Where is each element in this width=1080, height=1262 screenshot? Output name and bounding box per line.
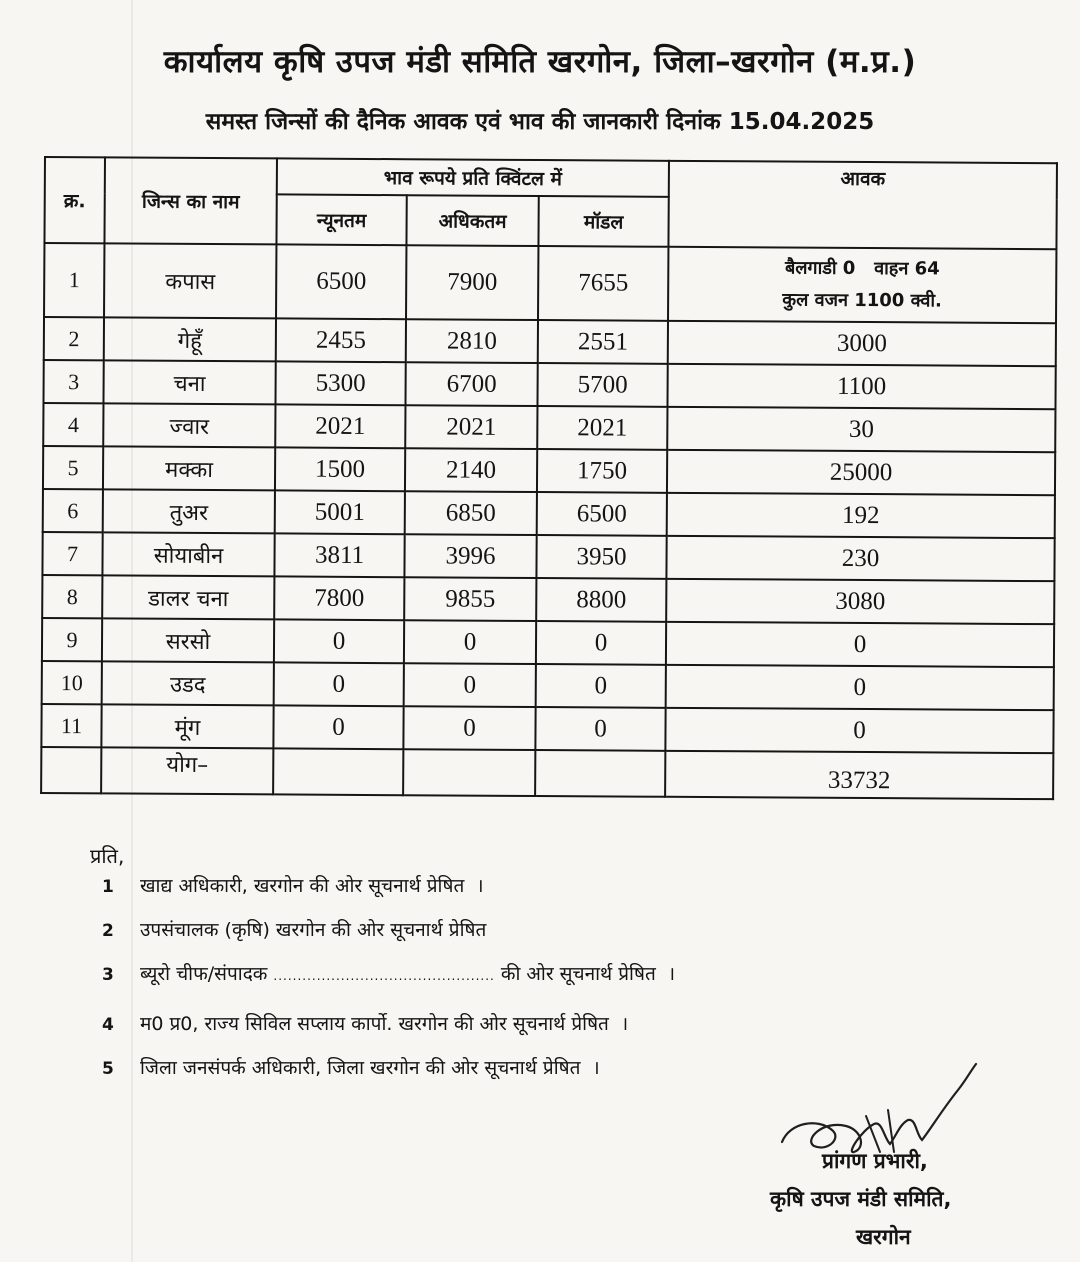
row-commodity: सरसो: [102, 618, 274, 662]
table-row: [42, 575, 1054, 624]
row-arrival: [668, 247, 1056, 323]
signatory-organization: कृषि उपज मंडी समिति,: [770, 1187, 952, 1211]
row-max-price: 6850: [405, 491, 537, 535]
list-item: [102, 960, 675, 1010]
row-commodity: सोयाबीन: [102, 532, 274, 576]
row-modal-price: 1750: [537, 449, 667, 493]
total-min-cell: [273, 748, 403, 795]
row-min-price: 2021: [275, 404, 405, 448]
row-sno: 4: [43, 403, 103, 446]
header-max-price: अधिकतम: [406, 195, 538, 246]
row-min-price: 3811: [274, 533, 404, 577]
table-row: [43, 403, 1055, 452]
row-arrival: 192: [667, 493, 1055, 538]
row-min-price: 5300: [275, 361, 405, 405]
row-min-price: 0: [273, 705, 403, 749]
row-max-price: 0: [403, 706, 535, 750]
table-row: [43, 489, 1055, 538]
recipient-text-suffix: की ओर सूचनार्थ प्रेषित ।: [500, 963, 676, 985]
row-max-price: 9855: [404, 577, 536, 621]
row-min-price: 1500: [275, 447, 405, 491]
row-commodity: ज्वार: [103, 403, 275, 447]
table-row: [42, 618, 1054, 667]
row-max-price: 7900: [406, 245, 538, 320]
row-arrival: 230: [666, 536, 1054, 581]
row-sno: 9: [42, 618, 102, 661]
total-arrival: 33732: [665, 751, 1053, 799]
row-modal-price: 0: [536, 621, 666, 665]
row-commodity: मूंग: [101, 704, 273, 748]
row-min-price: 7800: [274, 576, 404, 620]
row-arrival: 1100: [667, 364, 1055, 409]
recipient-number: 3: [102, 965, 114, 985]
recipient-text: ब्यूरो चीफ/संपादक: [140, 963, 268, 985]
table-row: [44, 243, 1056, 323]
row-arrival: 3000: [668, 321, 1056, 366]
row-max-price: 6700: [405, 362, 537, 406]
row-sno: 5: [43, 446, 103, 489]
table-row: [43, 360, 1055, 409]
signatory-designation: प्रांगण प्रभारी,: [822, 1149, 928, 1173]
row-max-price: 3996: [404, 534, 536, 578]
signatory-block: [770, 1142, 951, 1256]
row-modal-price: 2551: [538, 320, 668, 364]
list-item: [102, 1010, 675, 1054]
row-commodity: तुअर: [103, 489, 275, 533]
row-min-price: 2455: [276, 318, 406, 362]
row-min-price: 5001: [275, 490, 405, 534]
row-max-price: 2140: [405, 448, 537, 492]
recipient-text: म0 प्र0, राज्य सिविल सप्लाय कार्पो. खरगोन की ओर सूचनार्थ प्रेषित ।: [140, 1013, 629, 1035]
row-commodity: डालर चना: [102, 575, 274, 619]
row-arrival: 25000: [667, 450, 1055, 495]
row-arrival: 0: [666, 665, 1054, 710]
table-row: [42, 661, 1054, 710]
row-modal-price: 6500: [537, 492, 667, 536]
row-modal-price: 0: [535, 707, 665, 751]
office-title: कार्यालय कृषि उपज मंडी समिति खरगोन, जिला–खरगोन (म.प्र.): [163, 44, 917, 80]
table-row: [44, 317, 1056, 366]
row-arrival: 0: [665, 708, 1053, 753]
row-max-price: 0: [404, 620, 536, 664]
copy-to-label: प्रति,: [90, 844, 125, 868]
row-commodity: चना: [103, 360, 275, 404]
recipient-list: [102, 872, 675, 1098]
row-arrival: 3080: [666, 579, 1054, 624]
recipient-text: जिला जनसंपर्क अधिकारी, जिला खरगोन की ओर सूचनार्थ प्रेषित ।: [140, 1057, 600, 1079]
row-min-price: 6500: [276, 244, 406, 319]
table-row: [43, 446, 1055, 495]
signatory-place: खरगोन: [856, 1225, 911, 1249]
header-arrival: आवक: [668, 161, 1057, 249]
total-label: योग–: [101, 747, 273, 794]
recipient-number: 5: [102, 1059, 114, 1079]
row-sno: 10: [42, 661, 102, 704]
row-modal-price: 8800: [536, 578, 666, 622]
list-item: [102, 916, 675, 960]
recipient-number: 4: [102, 1015, 114, 1035]
row-sno: 2: [44, 317, 104, 360]
row-arrival: 30: [667, 407, 1055, 452]
recipient-text: खाद्य अधिकारी, खरगोन की ओर सूचनार्थ प्रेषित ।: [140, 875, 484, 897]
recipient-text: उपसंचालक (कृषि) खरगोन की ओर सूचनार्थ प्रेषित: [140, 919, 487, 941]
total-sno-cell: [41, 747, 101, 793]
row-min-price: 0: [274, 662, 404, 706]
row-modal-price: 0: [536, 664, 666, 708]
list-item: [102, 1054, 675, 1098]
row-commodity: मक्का: [103, 446, 275, 490]
row-commodity: गेहूँ: [104, 317, 276, 361]
header-commodity-name: जिन्स का नाम: [104, 157, 277, 244]
header-price-group: भाव रूपये प्रति क्विंटल में: [277, 158, 669, 196]
row-sno: 7: [42, 532, 102, 575]
row-max-price: 2021: [405, 405, 537, 449]
arrival-weight: कुल वजन 1100 क्वी.: [782, 289, 943, 312]
total-max-cell: [403, 749, 535, 796]
row-max-price: 0: [404, 663, 536, 707]
blank-fill-line: ..............................................: [273, 969, 495, 983]
row-arrival: 0: [666, 622, 1054, 667]
report-subtitle: समस्त जिन्सों की दैनिक आवक एवं भाव की जानकारी दिनांक 15.04.2025: [205, 109, 875, 135]
row-sno: 11: [41, 704, 101, 747]
arrival-vehicles: बैलगाडी 0 वाहन 64: [784, 257, 940, 280]
recipient-number: 2: [102, 921, 114, 941]
row-modal-price: 7655: [538, 246, 668, 321]
header-modal-price: मॉडल: [538, 196, 668, 247]
table-row: [41, 704, 1053, 753]
total-modal-cell: [535, 750, 665, 797]
header-min-price: न्यूनतम: [276, 194, 406, 245]
list-item: [102, 872, 675, 916]
recipient-number: 1: [102, 877, 114, 897]
row-sno: 3: [43, 360, 103, 403]
row-sno: 8: [42, 575, 102, 618]
row-sno: 6: [43, 489, 103, 532]
row-min-price: 0: [274, 619, 404, 663]
table-row: [42, 532, 1054, 581]
row-commodity: कपास: [104, 243, 276, 318]
row-modal-price: 3950: [536, 535, 666, 579]
row-modal-price: 5700: [537, 363, 667, 407]
row-max-price: 2810: [406, 319, 538, 363]
row-modal-price: 2021: [537, 406, 667, 450]
row-sno: 1: [44, 243, 104, 317]
rates-table: [40, 156, 1058, 800]
row-commodity: उडद: [102, 661, 274, 705]
total-row: [41, 747, 1053, 799]
header-sno: क्र.: [44, 157, 105, 243]
